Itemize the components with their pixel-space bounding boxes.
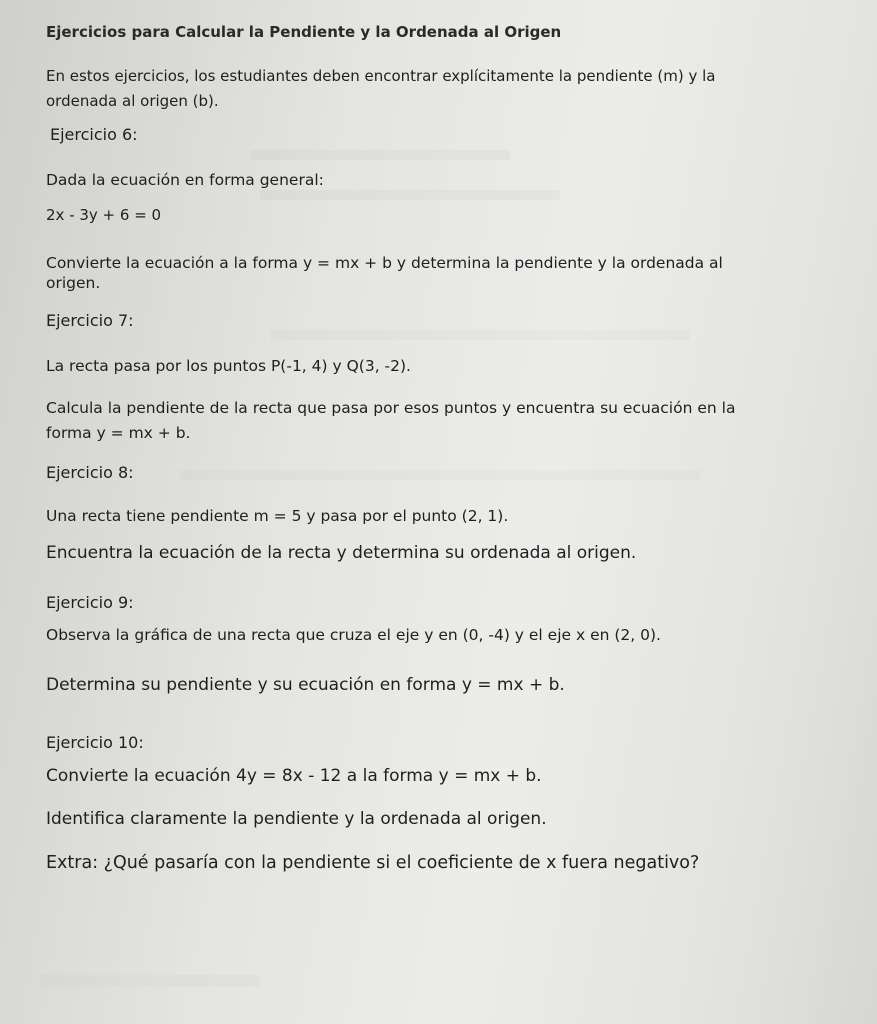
page-title: Ejercicios para Calcular la Pendiente y la Ordenada al Origen xyxy=(46,23,562,41)
exercise-6-line-2: Convierte la ecuación a la forma y = mx + b y determina la pendiente y la ordenada al xyxy=(46,254,723,272)
exercise-8-line-1: Una recta tiene pendiente m = 5 y pasa por el punto (2, 1). xyxy=(46,507,509,525)
exercise-10-line-1: Convierte la ecuación 4y = 8x - 12 a la forma y = mx + b. xyxy=(46,766,542,786)
exercise-7-line-3: forma y = mx + b. xyxy=(46,424,191,442)
exercise-6-line-3: origen. xyxy=(46,274,101,292)
bleed-through-mark xyxy=(270,330,690,340)
exercise-6-heading: Ejercicio 6: xyxy=(50,125,138,144)
exercise-9-heading: Ejercicio 9: xyxy=(46,593,134,612)
exercise-7-line-2: Calcula la pendiente de la recta que pasa por esos puntos y encuentra su ecuación en la xyxy=(46,399,736,417)
exercise-7-line-1: La recta pasa por los puntos P(-1, 4) y Q(3, -2). xyxy=(46,357,411,375)
exercise-9-line-1: Observa la gráfica de una recta que cruza el eje y en (0, -4) y el eje x en (2, 0). xyxy=(46,626,661,644)
bleed-through-mark xyxy=(260,190,560,200)
bleed-through-mark xyxy=(250,150,510,160)
exercise-9-line-2: Determina su pendiente y su ecuación en forma y = mx + b. xyxy=(46,675,565,695)
exercise-7-heading: Ejercicio 7: xyxy=(46,311,134,330)
exercise-10-line-2: Identifica claramente la pendiente y la ordenada al origen. xyxy=(46,809,547,829)
exercise-10-heading: Ejercicio 10: xyxy=(46,733,144,752)
bleed-through-mark xyxy=(180,470,700,480)
exercise-8-heading: Ejercicio 8: xyxy=(46,463,134,482)
intro-line-1: En estos ejercicios, los estudiantes deben encontrar explícitamente la pendiente (m) y la xyxy=(46,67,716,85)
exercise-6-line-1: Dada la ecuación en forma general: xyxy=(46,171,324,189)
bleed-through-mark xyxy=(40,975,260,987)
exercise-10-extra: Extra: ¿Qué pasaría con la pendiente si el coeficiente de x fuera negativo? xyxy=(46,853,700,873)
intro-line-2: ordenada al origen (b). xyxy=(46,92,219,110)
exercise-6-equation: 2x - 3y + 6 = 0 xyxy=(46,206,162,224)
exercise-8-line-2: Encuentra la ecuación de la recta y determina su ordenada al origen. xyxy=(46,543,637,563)
